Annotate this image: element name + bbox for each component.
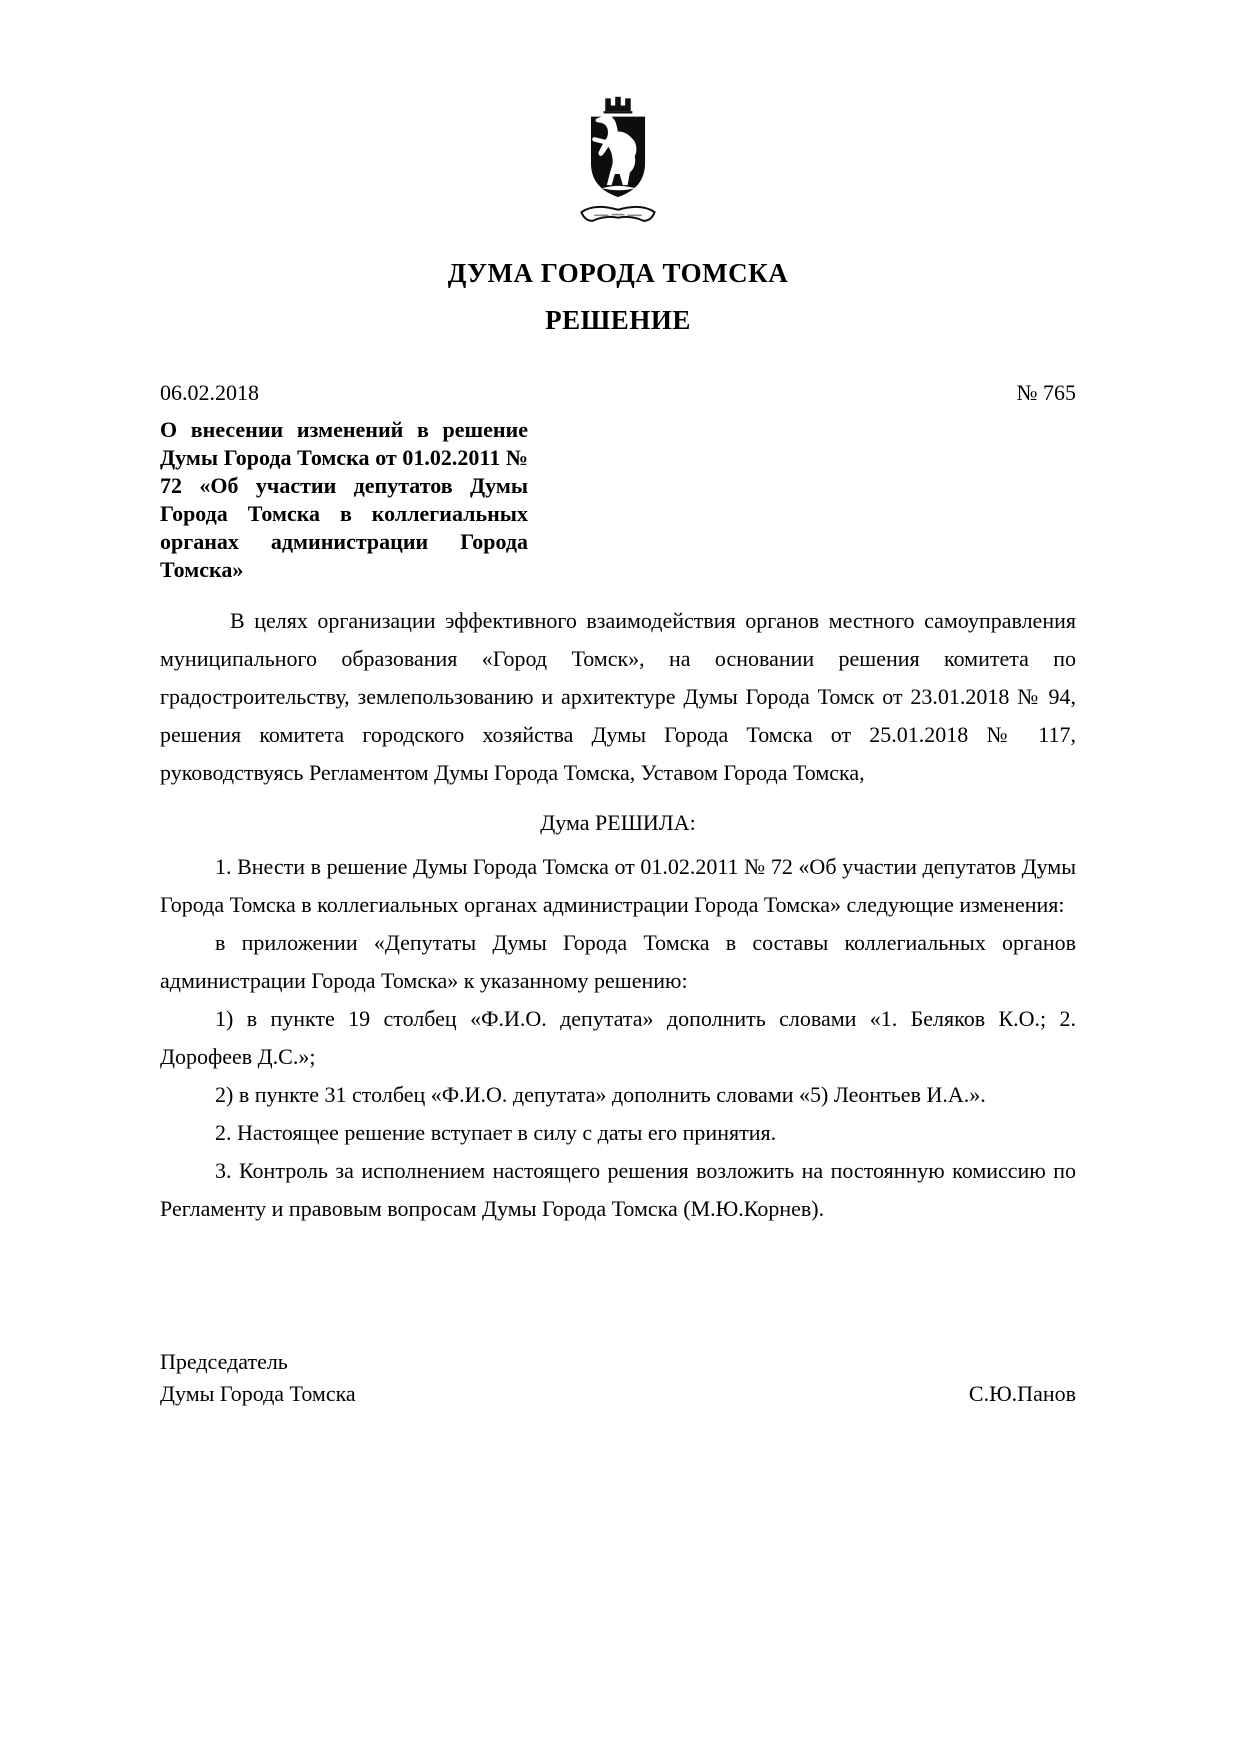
document-body (160, 602, 1076, 1228)
document-number: № 765 (1016, 380, 1076, 405)
tomsk-coat-of-arms-icon (570, 96, 666, 236)
resolution-item-3: 3. Контроль за исполнением настоящего решения возложить на постоянную комиссию по Регламенту и правовым вопросам Думы Города Томска (М.Ю.Корнев). (160, 1158, 1076, 1221)
ribbon-motto-lines (594, 215, 642, 216)
signer-position-line1: Председатель (160, 1349, 288, 1374)
signer-position (160, 1346, 356, 1410)
document-type-heading: РЕШЕНИЕ (545, 305, 691, 335)
preamble-paragraph: В целях организации эффективного взаимодействия органов местного самоуправления муниципального образования «Город Томск», на основании решения комитета по градостроительству, землепользованию и архитектуре Думы Города Томск от 23.01.2018 № 94, решения комитета городского хозяйства Думы Города Томска от 25.01.2018 № 117, руководствуясь Регламентом Думы Города Томска, Уставом Города Томска, (160, 608, 1076, 785)
signer-position-line2: Думы Города Томска (160, 1381, 356, 1406)
resolve-heading: Дума РЕШИЛА: (540, 810, 696, 835)
resolution-item-2: 2. Настоящее решение вступает в силу с даты его принятия. (215, 1120, 777, 1145)
resolution-item-1: 1. Внести в решение Думы Города Томска от 01.02.2011 № 72 «Об участии депутатов Думы Города Томска в коллегиальных органах администрации Города Томска» следующие изменения: (160, 854, 1076, 917)
signature-block (160, 1346, 1076, 1410)
resolution-subitem-1: 1) в пункте 19 столбец «Ф.И.О. депутата» дополнить словами «1. Беляков К.О.; 2. Дорофеев Д.С.»; (160, 1006, 1076, 1069)
emblem (160, 96, 1076, 236)
signer-name: С.Ю.Панов (968, 1381, 1076, 1406)
crown-icon (604, 97, 633, 114)
resolution-item-appendix: в приложении «Депутаты Думы Города Томска в составы коллегиальных органов администрации Города Томска» к указанному решению: (160, 930, 1076, 993)
document-subject: О внесении изменений в решение Думы Города Томска от 01.02.2011 № 72 «Об участии депутатов Думы Города Томска в коллегиальных органах администрации Города Томска» (160, 417, 528, 582)
resolution-subitem-2: 2) в пункте 31 столбец «Ф.И.О. депутата» дополнить словами «5) Леонтьев И.А.». (215, 1082, 986, 1107)
meta-row (160, 380, 1076, 406)
document-date: 06.02.2018 (160, 380, 259, 405)
organization-title: ДУМА ГОРОДА ТОМСКА (447, 258, 789, 288)
